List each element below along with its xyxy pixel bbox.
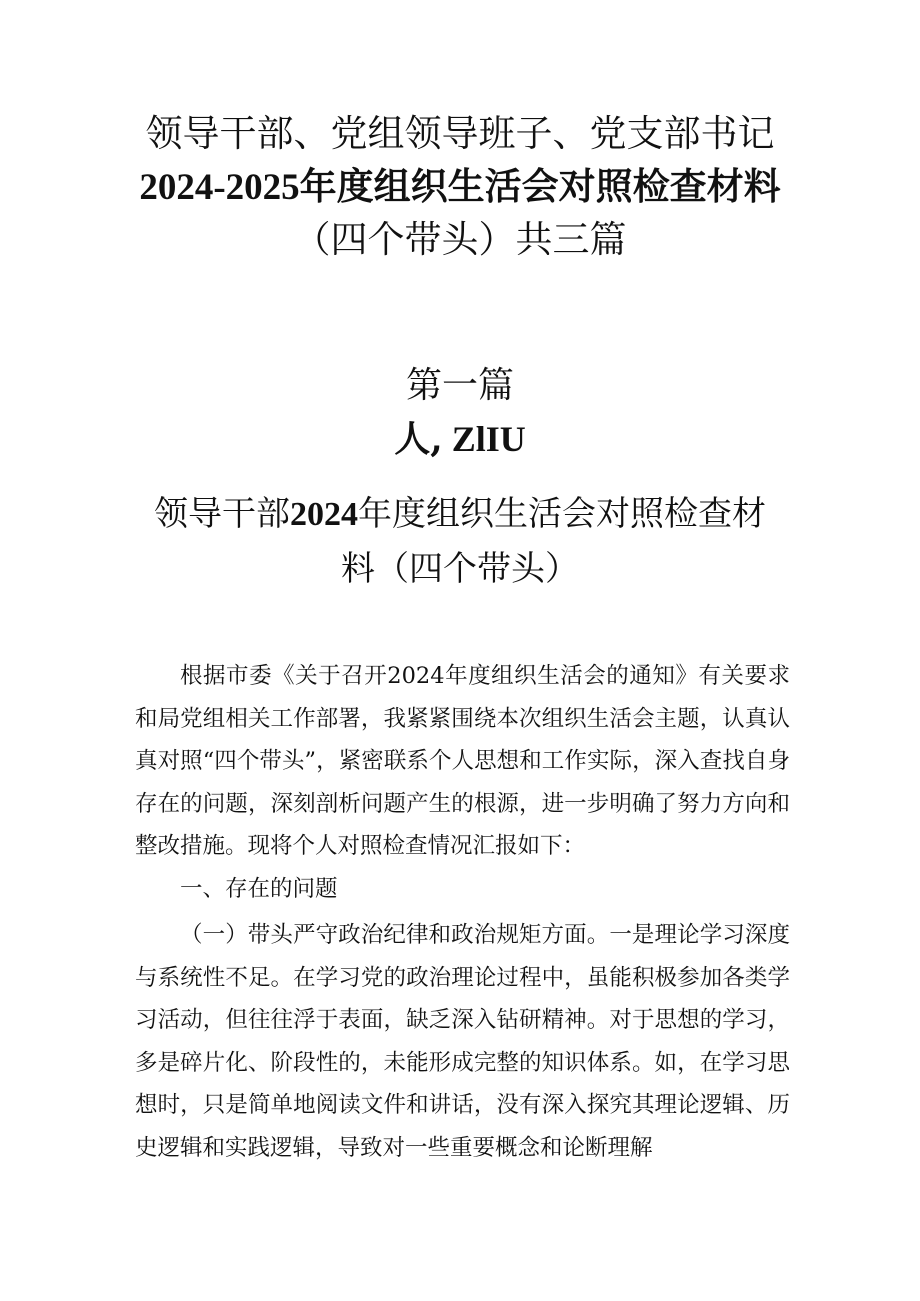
part-subtitle-latin: ZlIU — [442, 419, 526, 459]
body-text — [135, 655, 790, 1169]
article-title-suffix: 年度组织生活会对照检查材 — [358, 494, 766, 534]
part-label: 第一篇 — [405, 365, 514, 406]
part-subtitle-prefix: 人, — [394, 418, 443, 460]
part-subtitle — [0, 413, 920, 465]
title-line-2 — [0, 160, 920, 214]
section-heading: 一、存在的问题 — [180, 875, 338, 902]
issue-paragraph: （一）带头严守政治纪律和政治规矩方面。一是理论学习深度与系统性不足。在学习党的政治理论过程中，虽能积极参加各类学习活动，但往往浮于表面，缺乏深入钻研精神。对于思想的学习，多是碎片化、阶段性的，未能形成完整的知识体系。如，在学习思想时，只是简单地阅读文件和讲话，没有深入探究其理论逻辑、历史逻辑和实践逻辑，导致对一些重要概念和论断理解 — [135, 922, 790, 1161]
title-year-range: 2024-2025 — [139, 167, 300, 208]
article-title-line-1 — [0, 487, 920, 542]
intro-paragraph: 根据市委《关于召开2024年度组织生活会的通知》有关要求和局党组相关工作部署，我紧紧围绕本次组织生活会主题，认真认真对照“四个带头”，紧密联系个人思想和工作实际，深入查找自身存在的问题，深刻剖析问题产生的根源，进一步明确了努力方向和整改措施。现将个人对照检查情况汇报如下： — [135, 663, 790, 859]
document-title — [0, 108, 920, 266]
article-title-line-2: 料（四个带头） — [341, 549, 579, 589]
title-line-1: 领导干部、党组领导班子、党支部书记 — [145, 112, 775, 155]
article-title-year: 2024 — [290, 496, 358, 533]
title-line-2-text: 年度组织生活会对照检查材料 — [299, 164, 781, 208]
title-line-3: （四个带头）共三篇 — [293, 218, 627, 261]
article-title — [0, 487, 920, 597]
article-title-prefix: 领导干部 — [154, 494, 290, 534]
